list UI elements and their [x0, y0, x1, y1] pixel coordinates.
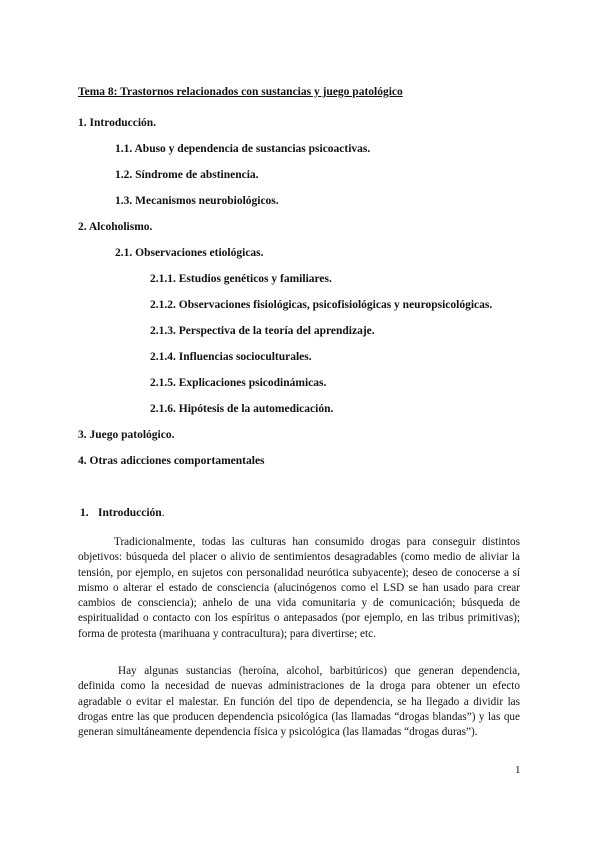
page-number: 1 [515, 764, 521, 776]
toc-item-2-1: 2.1. Observaciones etiológicas. [115, 247, 264, 259]
document-title: Tema 8: Trastornos relacionados con sustancias y juego patológico [78, 86, 403, 98]
toc-item-1-1: 1.1. Abuso y dependencia de sustancias psicoactivas. [115, 143, 371, 155]
toc-item-2-1-1: 2.1.1. Estudios genéticos y familiares. [150, 273, 332, 285]
toc-item-2: 2. Alcoholismo. [78, 221, 153, 233]
section-number: 1. [80, 507, 89, 519]
section-title: Introducción [98, 507, 162, 519]
toc-item-4: 4. Otras adicciones comportamentales [78, 455, 265, 467]
paragraph-1: Tradicionalmente, todas las culturas han consumido drogas para conseguir distintos objetivos: búsqueda del placer o alivio de sentimientos desagradables (como medio de aliviar la tensión, por ejemplo, en sujetos con personalidad neurótica subyacente); deseo de conocerse a sí mismo o alterar el estado de consciencia (alucinógenos como el LSD se han usado para crear cambios de consciencia); anhelo de una vida comunitaria y de comunicación; búsqueda de espiritualidad o contacto con los espíritus o antepasados (por ejemplo, en las tribus primitivas); forma de protesta (marihuana y contracultura); para divertirse; etc. [78, 536, 520, 640]
toc-item-1-2: 1.2. Síndrome de abstinencia. [115, 169, 259, 181]
toc-item-3: 3. Juego patológico. [78, 429, 175, 441]
section-heading [80, 507, 165, 519]
toc-item-2-1-4: 2.1.4. Influencias socioculturales. [150, 351, 312, 363]
toc-item-2-1-6: 2.1.6. Hipótesis de la automedicación. [150, 403, 334, 415]
section-title-period: . [161, 507, 165, 519]
toc-item-1: 1. Introducción. [78, 117, 157, 129]
paragraph-2: Hay algunas sustancias (heroína, alcohol, barbitúricos) que generan dependencia, definida como la necesidad de nuevas administraciones de la droga para obtener un efecto agradable o evitar el malestar. En función del tipo de dependencia, se ha llegado a dividir las drogas entre las que producen dependencia psicológica (las llamadas “drogas blandas”) y las que generan simultáneamente dependencia física y psicológica (las llamadas “drogas duras”). [78, 665, 520, 739]
toc-item-1-3: 1.3. Mecanismos neurobiológicos. [115, 195, 279, 207]
toc-item-2-1-3: 2.1.3. Perspectiva de la teoría del aprendizaje. [150, 325, 375, 337]
toc-item-2-1-5: 2.1.5. Explicaciones psicodinámicas. [150, 377, 327, 389]
toc-item-2-1-2: 2.1.2. Observaciones fisiológicas, psicofisiológicas y neuropsicológicas. [150, 299, 493, 311]
